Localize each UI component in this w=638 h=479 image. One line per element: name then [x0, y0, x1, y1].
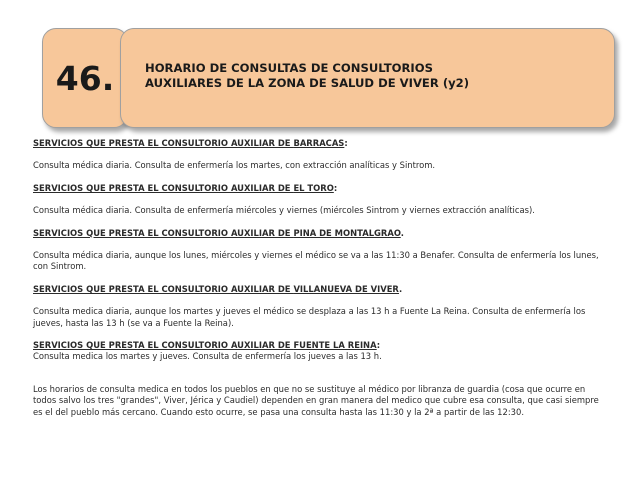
- slide-title: [145, 61, 469, 91]
- section-heading: [33, 228, 608, 239]
- title-line-2: AUXILIARES DE LA ZONA DE SALUD DE VIVER (y2): [145, 76, 470, 90]
- heading-suffix: :: [376, 340, 381, 351]
- section-heading: [33, 183, 608, 194]
- heading-text: SERVICIOS QUE PRESTA EL CONSULTORIO AUXILIAR DE: [33, 182, 294, 193]
- section-body: Consulta medica diaria, aunque los martes y jueves el médico se desplaza a las 13 h a Fuente La Reina. Consulta de enfermería los jueves, hasta las 13 h (se va a Fuente la Reina).: [33, 306, 586, 328]
- heading-suffix: .: [399, 283, 403, 294]
- heading-place: PINA DE MONTALGRAO: [293, 227, 401, 238]
- content-area: [33, 138, 608, 418]
- slide-number: 46.: [55, 58, 115, 98]
- heading-text: SERVICIOS QUE PRESTA EL CONSULTORIO AUXILIAR DE: [33, 227, 294, 238]
- section-body: Consulta médica diaria. Consulta de enfermería los martes, con extracción analíticas y Sintrom.: [33, 160, 436, 171]
- title-box: [120, 28, 615, 128]
- heading-text: SERVICIOS QUE PRESTA EL CONSULTORIO AUXILIAR DE: [33, 138, 294, 148]
- section-body: Consulta médica diaria. Consulta de enfermería miércoles y viernes (miércoles Sintrom y viernes extracción analíticas).: [33, 205, 535, 216]
- section-body: Consulta médica diaria, aunque los lunes, miércoles y viernes el médico se va a las 11:30 a Benafer. Consulta de enfermería los lunes, con Sintrom.: [33, 250, 599, 272]
- heading-place: VILLANUEVA DE VIVER: [293, 283, 400, 294]
- heading-text: SERVICIOS QUE PRESTA EL CONSULTORIO AUXILIAR DE: [33, 283, 294, 294]
- heading-place: BARRACAS: [293, 138, 345, 148]
- footer-note: Los horarios de consulta medica en todos los pueblos en que no se sustituye al médico por libranza de guardia (cosa que ocurre en todos salvo los tres "grandes", Viver, Jérica y Caudiel) dependen en gran manera del medico que cubre esa consulta, que casi siempre es el del pueblo más cercano. Cuando esto ocurre, se pasa una consulta hasta las 11:30 y la 2ª a partir de las 12:30.: [33, 383, 599, 417]
- title-line-1: HORARIO DE CONSULTAS DE CONSULTORIOS: [145, 61, 433, 75]
- heading-suffix: :: [344, 138, 348, 148]
- section-heading: [33, 138, 608, 149]
- section-body: Consulta medica los martes y jueves. Consulta de enfermería los jueves a las 13 h.: [33, 351, 382, 362]
- heading-place: EL TORO: [293, 182, 334, 193]
- section-heading: [33, 284, 608, 295]
- heading-suffix: .: [400, 227, 404, 238]
- slide-number-box: [42, 28, 128, 128]
- section-heading: [33, 340, 608, 351]
- heading-suffix: :: [333, 182, 338, 193]
- heading-place: FUENTE LA REINA: [293, 340, 377, 351]
- heading-text: SERVICIOS QUE PRESTA EL CONSULTORIO AUXILIAR DE: [33, 340, 294, 351]
